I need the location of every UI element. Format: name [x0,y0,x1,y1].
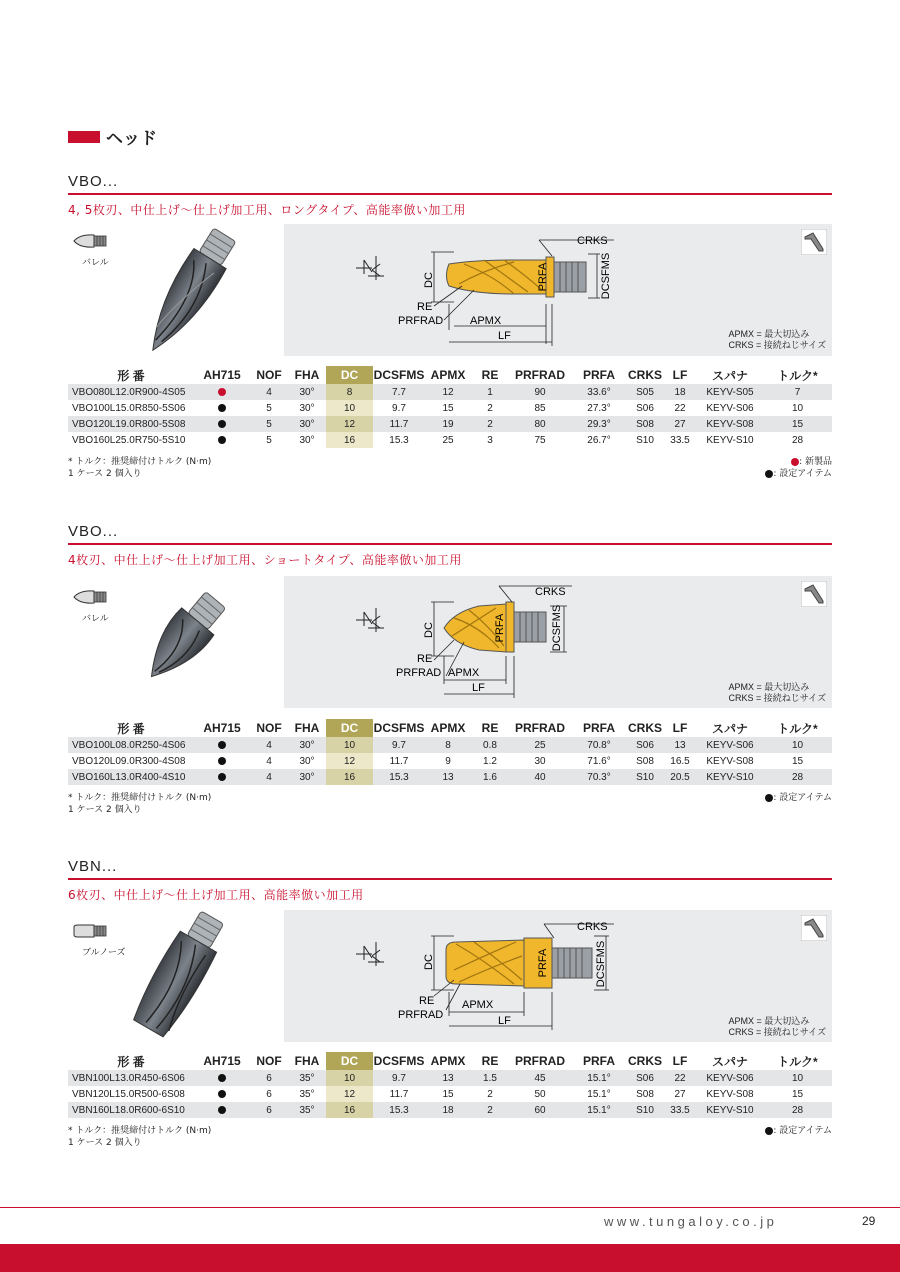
cell-apmx: 8 [425,737,471,753]
cell-model: VBO120L19.0R800-5S08 [68,416,194,432]
label-apmx: APMX [470,315,502,327]
footnote-torque: * トルク：推奨締付けトルク (N·m) [68,457,212,467]
col-crks: CRKS [627,1054,662,1068]
cell-torque: 28 [763,1102,832,1118]
cell-lf: 33.5 [663,432,697,448]
stock-item-marker [218,404,226,412]
stock-item-marker [218,420,226,428]
spec-table-3 [68,1052,832,1118]
cell-prfa: 26.7° [571,432,627,448]
cell-dcsfms: 15.3 [373,769,425,785]
footer-band [0,1244,900,1272]
legend-crks: CRKS = 接続ねじサイズ [728,1027,826,1037]
label-prfrad: PRFRAD [396,667,442,679]
cell-dcsfms: 11.7 [373,416,425,432]
label-dc: DC [423,954,435,970]
heading-marker [68,131,100,143]
footnote-torque: * トルク：推奨締付けトルク (N·m) [68,1126,212,1136]
cell-re: 1.6 [471,769,509,785]
cell-prfa: 15.1° [571,1102,627,1118]
col-model: 形 番 [117,1054,145,1069]
cell-model: VBO100L15.0R850-5S06 [68,400,194,416]
cell-fha: 30° [288,432,326,448]
cell-nof: 5 [250,416,288,432]
col-prfa: PRFA [582,1054,615,1068]
label-lf: LF [498,330,511,342]
cell-prfrad: 50 [509,1086,571,1102]
section-description: 6枚刃、中仕上げ～仕上げ加工用、高能率倣い加工用 [68,888,364,902]
table-row [68,432,832,448]
cell-prfrad: 30 [509,753,571,769]
footnote-case: 1 ケース 2 個入り [68,469,142,479]
cell-model: VBN120L15.0R500-6S08 [68,1086,194,1102]
cell-spanner: KEYV-S06 [697,400,763,416]
label-dc: DC [423,272,435,288]
footnote-case: 1 ケース 2 個入り [68,1138,142,1148]
cell-nof: 6 [250,1102,288,1118]
cell-lf: 18 [663,384,697,400]
cell-spanner: KEYV-S06 [697,737,763,753]
footnotes-3 [68,1125,211,1149]
cell-apmx: 18 [425,1102,471,1118]
col-lf: LF [672,368,688,382]
shape-label: ブルノーズ [82,948,126,958]
cell-lf: 33.5 [663,1102,697,1118]
cell-fha: 30° [288,416,326,432]
cell-torque: 28 [763,769,832,785]
tool-photo-vbo-long [128,222,248,362]
cell-spanner: KEYV-S05 [697,384,763,400]
footnotes-1 [68,456,211,480]
col-ah715: AH715 [203,1054,241,1068]
page-title: ヘッド [106,129,157,149]
table-header-row [68,719,832,737]
cell-prfa: 15.1° [571,1070,627,1086]
section-code: VBN... [68,858,118,875]
table-row [68,1086,832,1102]
col-nof: NOF [256,368,282,382]
legend-marks-3 [765,1125,832,1137]
shape-label: バレル [82,258,109,268]
cell-dcsfms: 9.7 [373,400,425,416]
col-nof: NOF [256,1054,282,1068]
cell-model: VBO100L08.0R250-4S06 [68,737,194,753]
col-dc: DC [326,1052,373,1070]
section-description: 4, 5枚刃、中仕上げ～仕上げ加工用、ロングタイプ、高能率倣い加工用 [68,203,466,217]
cell-ah715 [194,400,250,416]
cell-model: VBN160L18.0R600-6S10 [68,1102,194,1118]
section-divider [68,543,832,545]
shape-indicator [72,588,132,624]
cell-re: 1.5 [471,1070,509,1086]
table-row [68,400,832,416]
shape-label: バレル [82,614,109,624]
cell-dcsfms: 11.7 [373,1086,425,1102]
col-re: RE [481,721,499,735]
cell-re: 0.8 [471,737,509,753]
cell-re: 3 [471,432,509,448]
cell-spanner: KEYV-S10 [697,432,763,448]
cell-prfrad: 25 [509,737,571,753]
cell-nof: 4 [250,769,288,785]
cell-spanner: KEYV-S10 [697,769,763,785]
cell-apmx: 25 [425,432,471,448]
cell-nof: 6 [250,1070,288,1086]
col-crks: CRKS [627,721,662,735]
cell-nof: 4 [250,737,288,753]
label-dcsfms: DCSFMS [595,940,607,988]
cell-model: VBO160L25.0R750-5S10 [68,432,194,448]
cell-apmx: 19 [425,416,471,432]
new-product-marker [218,388,226,396]
cell-dcsfms: 7.7 [373,384,425,400]
cell-torque: 10 [763,1070,832,1086]
footnotes-2 [68,792,211,816]
label-re: RE [417,301,433,313]
label-crks: CRKS [577,921,608,933]
col-spanner: スパナ [711,721,748,736]
cell-re: 2 [471,400,509,416]
cell-model: VBO120L09.0R300-4S08 [68,753,194,769]
dimension-diagram [284,224,832,356]
label-apmx: APMX [448,667,480,679]
cell-nof: 4 [250,753,288,769]
new-product-marker [791,458,799,466]
cell-crks: S06 [627,737,663,753]
cell-nof: 6 [250,1086,288,1102]
col-apmx: APMX [430,721,466,735]
cell-spanner: KEYV-S10 [697,1102,763,1118]
cell-prfrad: 60 [509,1102,571,1118]
cell-prfa: 70.3° [571,769,627,785]
col-torque: トルク* [777,1054,818,1069]
cell-prfrad: 90 [509,384,571,400]
cell-dc: 16 [326,1102,373,1118]
col-model: 形 番 [117,368,145,383]
footer-divider [0,1207,900,1208]
cell-prfrad: 45 [509,1070,571,1086]
col-fha: FHA [294,721,320,735]
cell-apmx: 15 [425,1086,471,1102]
spec-table-1 [68,366,832,448]
cell-apmx: 13 [425,769,471,785]
col-apmx: APMX [430,368,466,382]
col-prfrad: PRFRAD [515,368,565,382]
legend-apmx: APMX = 最大切込み [728,329,810,339]
cell-fha: 30° [288,400,326,416]
label-apmx: APMX [462,999,494,1011]
profile-corner-icon [801,581,827,607]
cell-prfa: 70.8° [571,737,627,753]
table-header-row [68,366,832,384]
legend-crks: CRKS = 接続ねじサイズ [728,693,826,703]
col-dcsfms: DCSFMS [373,721,425,735]
cell-apmx: 15 [425,400,471,416]
cell-ah715 [194,1070,250,1086]
col-lf: LF [672,1054,688,1068]
dimension-diagram [284,910,832,1042]
section-vbo-long [68,173,832,218]
cell-re: 2 [471,1086,509,1102]
cell-dc: 16 [326,432,373,448]
cell-apmx: 13 [425,1070,471,1086]
col-prfrad: PRFRAD [515,1054,565,1068]
cell-torque: 10 [763,737,832,753]
col-dc: DC [326,719,373,737]
col-crks: CRKS [627,368,662,382]
cell-dcsfms: 11.7 [373,753,425,769]
cell-fha: 30° [288,737,326,753]
cell-lf: 13 [663,737,697,753]
footnote-torque: * トルク：推奨締付けトルク (N·m) [68,793,212,803]
legend-marks-2 [765,792,832,804]
cell-re: 1 [471,384,509,400]
col-dcsfms: DCSFMS [373,368,425,382]
col-spanner: スパナ [711,1054,748,1069]
label-crks: CRKS [577,235,608,247]
cell-crks: S10 [627,1102,663,1118]
cell-torque: 28 [763,432,832,448]
dimension-diagram [284,576,832,708]
footnote-case: 1 ケース 2 個入り [68,805,142,815]
section-vbn [68,858,832,903]
cell-spanner: KEYV-S06 [697,1070,763,1086]
cell-lf: 22 [663,400,697,416]
cell-dc: 12 [326,1086,373,1102]
label-dc: DC [423,622,435,638]
col-prfrad: PRFRAD [515,721,565,735]
cell-fha: 30° [288,753,326,769]
col-re: RE [481,368,499,382]
cell-lf: 16.5 [663,753,697,769]
label-prfa: PRFA [537,948,549,978]
cell-torque: 15 [763,753,832,769]
label-prfrad: PRFRAD [398,1009,444,1021]
stock-item-marker [218,436,226,444]
stock-item-marker [218,1106,226,1114]
cell-dc: 10 [326,737,373,753]
label-re: RE [419,995,435,1007]
cell-prfa: 15.1° [571,1086,627,1102]
col-torque: トルク* [777,368,818,383]
cell-nof: 5 [250,400,288,416]
cell-crks: S08 [627,753,663,769]
legend-apmx: APMX = 最大切込み [728,1016,810,1026]
table-row [68,737,832,753]
label-re: RE [417,653,433,665]
cell-lf: 20.5 [663,769,697,785]
cell-ah715 [194,416,250,432]
table-header-row [68,1052,832,1070]
col-model: 形 番 [117,721,145,736]
cell-fha: 35° [288,1070,326,1086]
col-lf: LF [672,721,688,735]
table-row [68,1070,832,1086]
cell-dc: 12 [326,416,373,432]
col-prfa: PRFA [582,368,615,382]
cell-ah715 [194,753,250,769]
legend-stock: : 設定アイテム [773,469,832,479]
legend-note [728,682,826,704]
cell-crks: S06 [627,1070,663,1086]
cell-torque: 15 [763,1086,832,1102]
cell-prfrad: 85 [509,400,571,416]
label-crks: CRKS [535,586,566,598]
label-prfa: PRFA [537,262,549,292]
col-dc: DC [326,366,373,384]
col-nof: NOF [256,721,282,735]
section-code: VBO... [68,523,119,540]
cell-prfrad: 80 [509,416,571,432]
legend-marks-1 [765,456,832,480]
cell-crks: S05 [627,384,663,400]
cell-spanner: KEYV-S08 [697,416,763,432]
cell-crks: S06 [627,400,663,416]
cell-dc: 8 [326,384,373,400]
cell-model: VBO160L13.0R400-4S10 [68,769,194,785]
cell-prfrad: 75 [509,432,571,448]
cell-lf: 22 [663,1070,697,1086]
col-dcsfms: DCSFMS [373,1054,425,1068]
website-link[interactable]: www.tungaloy.co.jp [604,1214,778,1229]
cell-model: VBO080L12.0R900-4S05 [68,384,194,400]
spec-table-2 [68,719,832,785]
cell-crks: S08 [627,416,663,432]
cell-ah715 [194,1086,250,1102]
cell-fha: 30° [288,384,326,400]
cell-fha: 35° [288,1086,326,1102]
cell-crks: S08 [627,1086,663,1102]
cell-prfa: 27.3° [571,400,627,416]
page-number: 29 [862,1214,876,1228]
cell-re: 2 [471,416,509,432]
label-dcsfms: DCSFMS [600,252,612,300]
legend-crks: CRKS = 接続ねじサイズ [728,340,826,350]
tool-photo-vbo-short [128,584,238,694]
barrel-shape-icon [72,588,112,606]
cell-dcsfms: 15.3 [373,1102,425,1118]
legend-note [728,329,826,351]
shape-indicator [72,232,132,268]
col-ah715: AH715 [203,368,241,382]
table-row [68,416,832,432]
col-fha: FHA [294,368,320,382]
page-heading [68,124,157,149]
table-row [68,1102,832,1118]
col-prfa: PRFA [582,721,615,735]
col-ah715: AH715 [203,721,241,735]
cell-crks: S10 [627,769,663,785]
section-divider [68,878,832,880]
cell-prfa: 29.3° [571,416,627,432]
label-prfrad: PRFRAD [398,315,444,327]
cell-ah715 [194,1102,250,1118]
cell-torque: 10 [763,400,832,416]
cell-ah715 [194,432,250,448]
cell-dcsfms: 9.7 [373,737,425,753]
tool-photo-vbn [108,910,248,1040]
label-lf: LF [472,682,485,694]
stock-item-marker [218,1090,226,1098]
cell-nof: 4 [250,384,288,400]
cell-dc: 12 [326,753,373,769]
stock-item-marker [218,1074,226,1082]
cell-dcsfms: 9.7 [373,1070,425,1086]
cell-torque: 15 [763,416,832,432]
col-spanner: スパナ [711,368,748,383]
cell-dc: 16 [326,769,373,785]
barrel-shape-icon [72,232,112,250]
cell-apmx: 9 [425,753,471,769]
cell-fha: 30° [288,769,326,785]
cell-ah715 [194,384,250,400]
cell-ah715 [194,737,250,753]
legend-note [728,1016,826,1038]
cell-ah715 [194,769,250,785]
cell-prfa: 33.6° [571,384,627,400]
cell-torque: 7 [763,384,832,400]
cell-model: VBN100L13.0R450-6S06 [68,1070,194,1086]
stock-item-marker [218,773,226,781]
profile-corner-icon [801,915,827,941]
cell-prfrad: 40 [509,769,571,785]
stock-item-marker [218,757,226,765]
table-row [68,384,832,400]
label-lf: LF [498,1015,511,1027]
cell-apmx: 12 [425,384,471,400]
section-code: VBO... [68,173,119,190]
col-apmx: APMX [430,1054,466,1068]
section-description: 4枚刃、中仕上げ～仕上げ加工用、ショートタイプ、高能率倣い加工用 [68,553,462,567]
bullnose-shape-icon [72,922,112,940]
cell-dc: 10 [326,400,373,416]
section-divider [68,193,832,195]
cell-prfa: 71.6° [571,753,627,769]
legend-stock: : 設定アイテム [773,1126,832,1136]
cell-dc: 10 [326,1070,373,1086]
cell-dcsfms: 15.3 [373,432,425,448]
cell-spanner: KEYV-S08 [697,1086,763,1102]
cell-lf: 27 [663,416,697,432]
cell-crks: S10 [627,432,663,448]
cell-nof: 5 [250,432,288,448]
legend-apmx: APMX = 最大切込み [728,682,810,692]
cell-re: 1.2 [471,753,509,769]
cell-lf: 27 [663,1086,697,1102]
stock-item-marker [218,741,226,749]
profile-corner-icon [801,229,827,255]
col-fha: FHA [294,1054,320,1068]
label-prfa: PRFA [494,613,506,643]
col-torque: トルク* [777,721,818,736]
table-row [68,769,832,785]
label-dcsfms: DCSFMS [551,604,563,652]
cell-re: 2 [471,1102,509,1118]
col-re: RE [481,1054,499,1068]
cell-fha: 35° [288,1102,326,1118]
legend-stock: : 設定アイテム [773,793,832,803]
table-row [68,753,832,769]
cell-spanner: KEYV-S08 [697,753,763,769]
legend-new: : 新製品 [799,457,832,467]
section-vbo-short [68,523,832,568]
